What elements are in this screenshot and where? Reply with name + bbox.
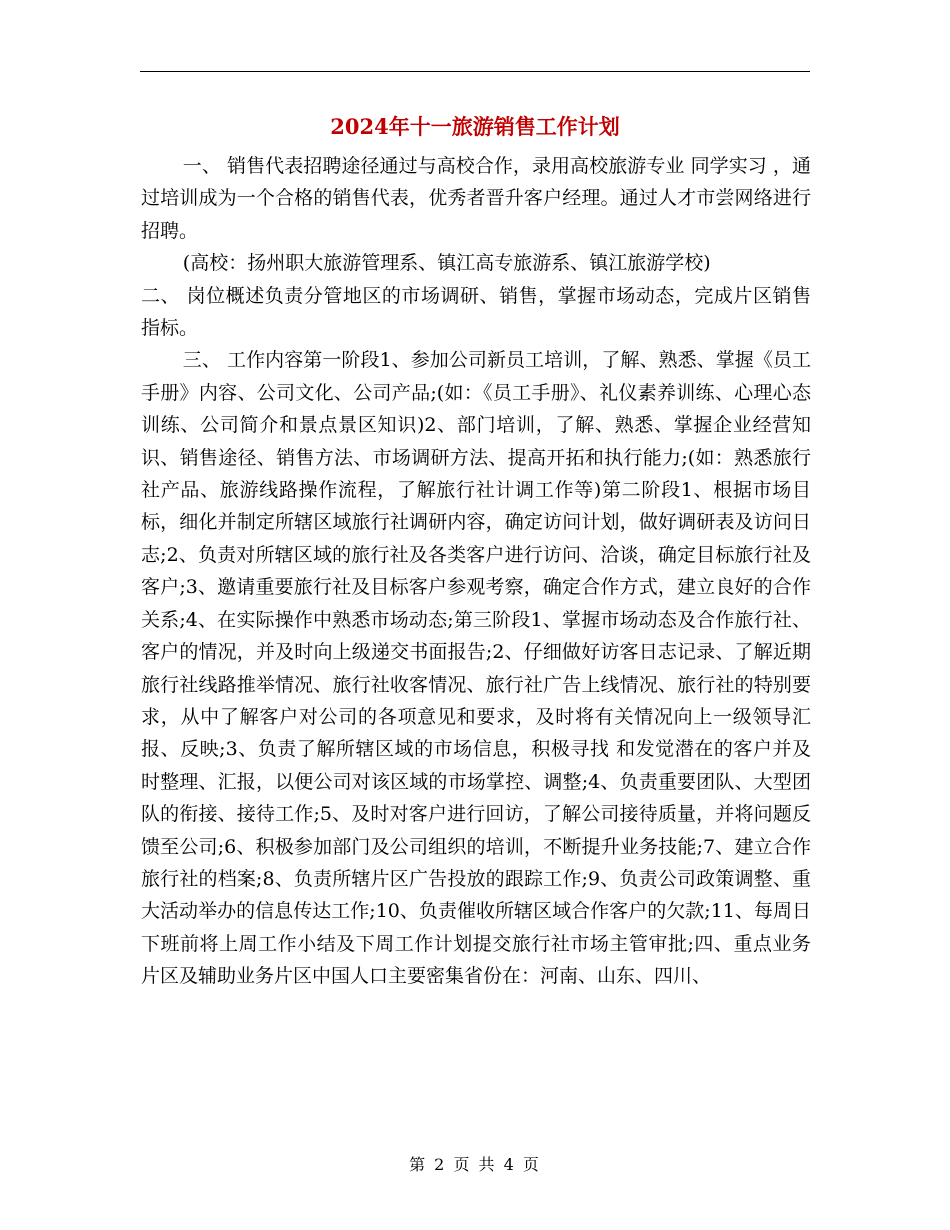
- paragraph-work-content: 三、 工作内容第一阶段1、参加公司新员工培训，了解、熟悉、掌握《员工手册》内容、公司文化、公司产品;(如：《员工手册》、礼仪素养训练、心理心态训练、公司简介和景点景区知识)2、部门培训，了解、熟悉、掌握企业经营知识、销售途径、销售方法、市场调研方法、提高开拓和执行能力;(如：熟悉旅行社产品、旅游线路操作流程，了解旅行社计调工作等)第二阶段1、根据市场目标，细化并制定所辖区域旅行社调研内容，确定访问计划，做好调研表及访问日志;2、负责对所辖区域的旅行社及各类客户进行访问、洽谈，确定目标旅行社及客户;3、邀请重要旅行社及目标客户参观考察，确定合作方式，建立良好的合作关系;4、在实际操作中熟悉市场动态;第三阶段1、掌握市场动态及合作旅行社、客户的情况，并及时向上级递交书面报告;2、仔细做好访客日志记录、了解近期旅行社线路推举情况、旅行社收客情况、旅行社广告上线情况、旅行社的特别要求，从中了解客户对公司的各项意见和要求，及时将有关情况向上一级领导汇报、反映;3、负责了解所辖区域的市场信息，积极寻找 和发觉潜在的客户并及时整理、汇报，以便公司对该区域的市场掌控、调整;4、负责重要团队、大型团队的衔接、接待工作;5、及时对客户进行回访，了解公司接待质量，并将问题反馈至公司;6、积极参加部门及公司组织的培训，不断提升业务技能;7、建立合作旅行社的档案;8、负责所辖片区广告投放的跟踪工作;9、负责公司政策调整、重大活动举办的信息传达工作;10、负责催收所辖区域合作客户的欠款;11、每周日下班前将上周工作小结及下周工作计划提交旅行社市场主管审批;四、重点业务片区及辅助业务片区中国人口主要密集省份在：河南、山东、四川、: [141, 349, 811, 988]
- paragraph-schools: (高校：扬州职大旅游管理系、镇江高专旅游系、镇江旅游学校): [182, 252, 711, 275]
- header-rule: [140, 71, 810, 72]
- page-number: 第 2 页 共 4 页: [409, 1155, 541, 1174]
- document-title: 2024年十一旅游销售工作计划: [330, 114, 620, 139]
- document-body: [141, 150, 811, 993]
- paragraph-recruitment: 一、 销售代表招聘途径通过与高校合作，录用高校旅游专业 同学实习 ，通过培训成为一个合格的销售代表，优秀者晋升客户经理。通过人才市尝网络进行招聘。: [141, 155, 811, 242]
- paragraph-position-overview: 二、 岗位概述负责分管地区的市场调研、销售，掌握市场动态，完成片区销售指标。: [141, 284, 811, 340]
